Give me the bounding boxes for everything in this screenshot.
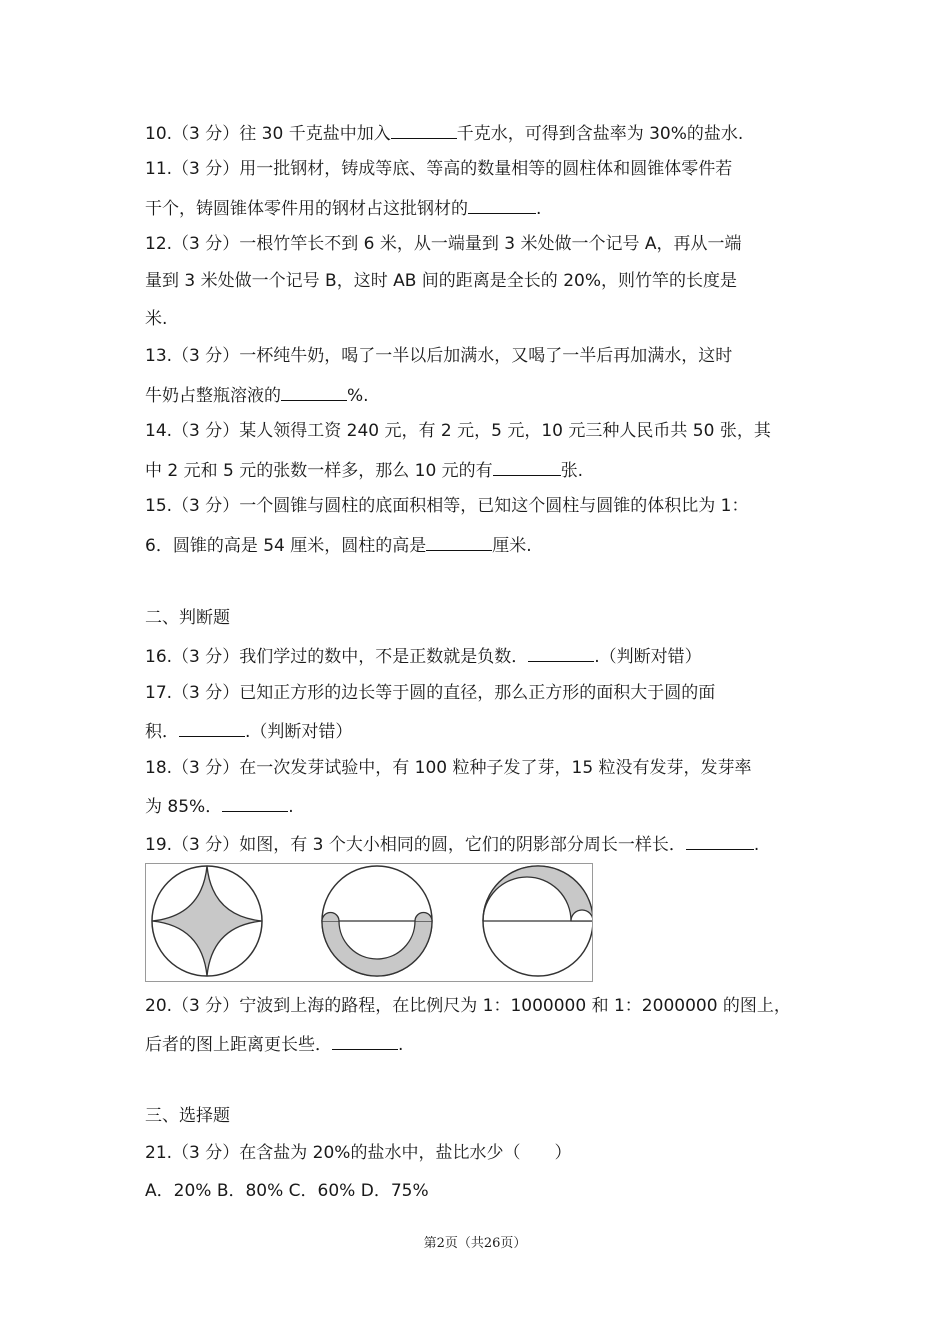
q20-text-b: . [398,1035,404,1055]
question-12-line3: 米. [145,309,168,329]
q13-answer-blank[interactable] [281,382,347,401]
q16-text-b: .（判断对错） [594,647,702,667]
circle-ring-figure [322,866,432,976]
q19-text-a: 19.（3 分）如图，有 3 个大小相同的圆，它们的阴影部分周长一样长． [145,835,686,855]
q11-text-a: 干个，铸圆锥体零件用的钢材占这批钢材的 [145,199,468,219]
q16-text-a: 16.（3 分）我们学过的数中，不是正数就是负数． [145,647,529,667]
q13-text-a: 牛奶占整瓶溶液的 [145,386,281,406]
q15-text-a: 6．圆锥的高是 54 厘米，圆柱的高是 [145,536,427,556]
q19-text-b: . [753,835,760,855]
q20-answer-blank[interactable] [332,1031,398,1050]
question-21-options: A．20% B．80% C．60% D．75% [145,1181,429,1201]
q18-answer-blank[interactable] [222,793,288,812]
question-11-line1: 11.（3 分）用一批钢材，铸成等底、等高的数量相等的圆柱体和圆锥体零件若 [145,159,733,179]
q10-text-b: 千克水，可得到含盐率为 30%的盐水. [456,124,744,144]
circle-crescent-figure [483,866,592,976]
question-10 [145,120,743,146]
question-12-line1: 12.（3 分）一根竹竿长不到 6 米，从一端量到 3 米处做一个记号 A，再从一端 [145,234,742,254]
question-18-line2 [145,793,294,819]
q14-answer-blank[interactable] [493,457,561,476]
q15-answer-blank[interactable] [426,532,492,551]
q17-answer-blank[interactable] [179,718,245,737]
question-15-line2 [145,532,532,558]
q10-text-a: 10.（3 分）往 30 千克盐中加入 [145,124,391,144]
q19-answer-blank[interactable] [686,831,754,850]
question-17-line1: 17.（3 分）已知正方形的边长等于圆的直径，那么正方形的面积大于圆的面 [145,683,716,703]
question-11-line2 [145,195,541,221]
q15-text-b: 厘米. [492,536,532,556]
q18-text-b: . [288,797,294,817]
q11-text-b: . [536,199,542,219]
q17-text-a: 积． [145,722,179,742]
question-21: 21.（3 分）在含盐为 20%的盐水中，盐比水少（ ） [145,1143,572,1163]
three-circles-figure [146,864,592,981]
question-14-line1: 14.（3 分）某人领得工资 240 元，有 2 元，5 元，10 元三种人民币共 50 张，其 [145,421,771,441]
q14-text-a: 中 2 元和 5 元的张数一样多，那么 10 元的有 [145,461,493,481]
q14-text-b: 张. [560,461,584,481]
question-18-line1: 18.（3 分）在一次发芽试验中，有 100 粒种子发了芽，15 粒没有发芽，发芽率 [145,758,752,778]
question-20-line1: 20.（3 分）宁波到上海的路程，在比例尺为 1：1000000 和 1：2000000 的图上， [145,996,791,1016]
q13-text-b: %. [347,386,369,406]
question-17-line2 [145,718,352,744]
question-13-line2 [145,382,369,408]
q16-answer-blank[interactable] [528,643,594,662]
question-13-line1: 13.（3 分）一杯纯牛奶，喝了一半以后加满水，又喝了一半后再加满水，这时 [145,346,733,366]
q10-answer-blank[interactable] [391,120,457,139]
question-14-line2 [145,457,583,483]
question-12-line2: 量到 3 米处做一个记号 B，这时 AB 间的距离是全长的 20%，则竹竿的长度是 [145,271,737,291]
section-judgement-heading: 二、判断题 [145,608,230,628]
q20-text-a: 后者的图上距离更长些． [145,1035,332,1055]
page-number-footer: 第2页（共26页） [423,1236,527,1251]
q18-text-a: 为 85%． [145,797,223,817]
q11-answer-blank[interactable] [468,195,536,214]
question-16 [145,643,702,669]
q19-figure [145,863,593,982]
circle-star-figure [152,866,262,976]
question-20-line2 [145,1031,403,1057]
question-19 [145,831,759,857]
q17-text-b: .（判断对错） [245,722,353,742]
question-15-line1: 15.（3 分）一个圆锥与圆柱的底面积相等，已知这个圆柱与圆锥的体积比为 1： [145,496,749,516]
section-choice-heading: 三、选择题 [145,1106,230,1126]
